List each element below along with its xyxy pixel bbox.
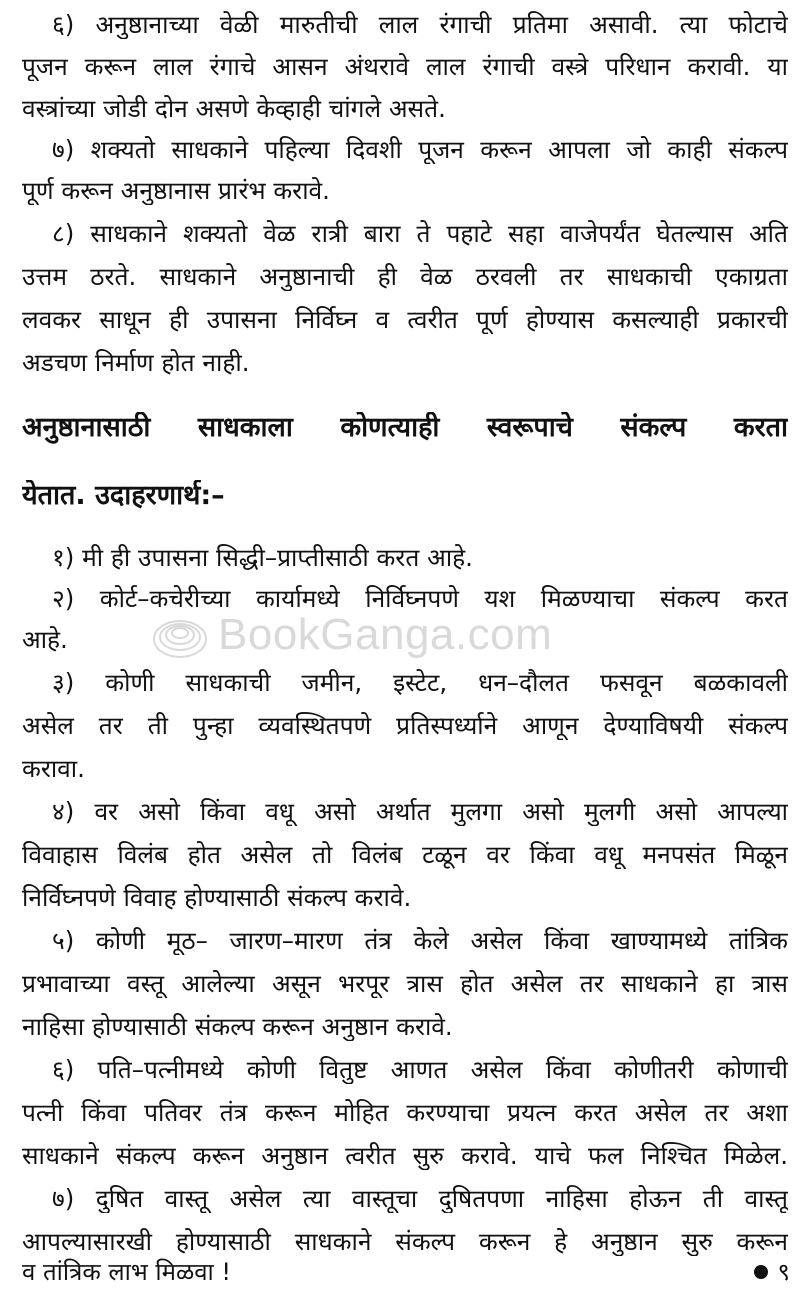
section-heading: अनुष्ठानासाठी साधकाला कोणत्याही स्वरूपाचे संकल्प करता: [22, 412, 788, 443]
list-item-line: असेल तर ती पुन्हा व्यवस्थितपणे प्रतिस्पर्ध्याने आणून देण्याविषयी संकल्प: [22, 711, 788, 740]
list-item-line: ५) कोणी मूठ– जारण–मारण तंत्र केले असेल किंवा खाण्यामध्ये तांत्रिक: [52, 926, 788, 955]
text-line: लवकर साधून ही उपासना निर्विघ्न व त्वरीत पूर्ण होण्यास कसल्याही प्रकारची: [22, 305, 788, 334]
watermark-logo-icon: [150, 605, 210, 665]
section-heading-continued: येतात. उदाहरणार्थ:–: [22, 480, 225, 511]
list-item-line: पत्नी किंवा पतिवर तंत्र करून मोहित करण्याचा प्रयत्न करत असेल तर अशा: [22, 1098, 788, 1127]
text-line: अडचण निर्माण होत नाही.: [22, 348, 250, 377]
list-item-line: १) मी ही उपासना सिद्धी–प्राप्तीसाठी करत आहे.: [52, 543, 473, 572]
list-item-line: प्रभावाच्या वस्तू आलेल्या असून भरपूर त्रास होत असेल तर साधकाने हा त्रास: [22, 969, 788, 998]
list-item-line: ७) दुषित वास्तू असेल त्या वास्तूचा दुषितपणा नाहिसा होऊन ती वास्तू: [52, 1184, 788, 1213]
list-item-line: विवाहास विलंब होत असेल तो विलंब टळून वर किंवा वधू मनपसंत मिळून: [22, 840, 788, 869]
list-item-line: ३) कोणी साधकाची जमीन, इस्टेट, धन–दौलत फसवून बळकावली: [52, 668, 788, 697]
watermark: [150, 605, 552, 665]
text-line: ७) शक्यतो साधकाने पहिल्या दिवशी पूजन करून आपला जो काही संकल्प: [52, 135, 788, 164]
page-number: ९: [777, 1258, 790, 1286]
list-item-line: २) कोर्ट–कचेरीच्या कार्यामध्ये निर्विघ्नपणे यश मिळण्याचा संकल्प करत: [52, 584, 788, 613]
list-item-line: आपल्यासारखी होण्यासाठी साधकाने संकल्प करून हे अनुष्ठान सुरु करून: [22, 1227, 788, 1256]
list-item-line: करावा.: [22, 754, 85, 783]
text-line: वस्त्रांच्या जोडी दोन असणे केव्हाही चांगले असते.: [22, 94, 446, 123]
list-item-line: ४) वर असो किंवा वधू असो अर्थात मुलगा असो मुलगी असो आपल्या: [52, 797, 788, 826]
watermark-text: BookGanga.com: [218, 610, 553, 659]
list-item-line: साधकाने संकल्प करून अनुष्ठान त्वरीत सुरु करावे. याचे फल निश्चित मिळेल.: [22, 1141, 788, 1170]
text-line: ८) साधकाने शक्यतो वेळ रात्री बारा ते पहाटे सहा वाजेपर्यंत घेतल्यास अति: [52, 219, 788, 248]
text-line: पूजन करून लाल रंगाचे आसन अंथरावे लाल रंगाची वस्त्रे परिधान करावी. या: [22, 52, 788, 81]
footer-text: व तांत्रिक लाभ मिळवा !: [22, 1258, 232, 1286]
list-item-line: ६) पति–पत्नीमध्ये कोणी वितुष्ट आणत असेल किंवा कोणीतरी कोणाची: [52, 1055, 788, 1084]
list-item-line: नाहिसा होण्यासाठी संकल्प करून अनुष्ठान करावे.: [22, 1012, 453, 1041]
text-line: उत्तम ठरते. साधकाने अनुष्ठानाची ही वेळ ठरवली तर साधकाची एकाग्रता: [22, 262, 788, 291]
list-item-line: निर्विघ्नपणे विवाह होण्यासाठी संकल्प करावे.: [22, 883, 412, 912]
bullet-icon: [754, 1265, 768, 1279]
page-number-area: [754, 1255, 790, 1288]
text-line: ६) अनुष्ठानाच्या वेळी मारुतीची लाल रंगाची प्रतिमा असावी. त्या फोटाचे: [52, 10, 788, 39]
list-item-line: आहे.: [22, 625, 68, 654]
text-line: पूर्ण करून अनुष्ठानास प्रारंभ करावे.: [22, 176, 330, 205]
